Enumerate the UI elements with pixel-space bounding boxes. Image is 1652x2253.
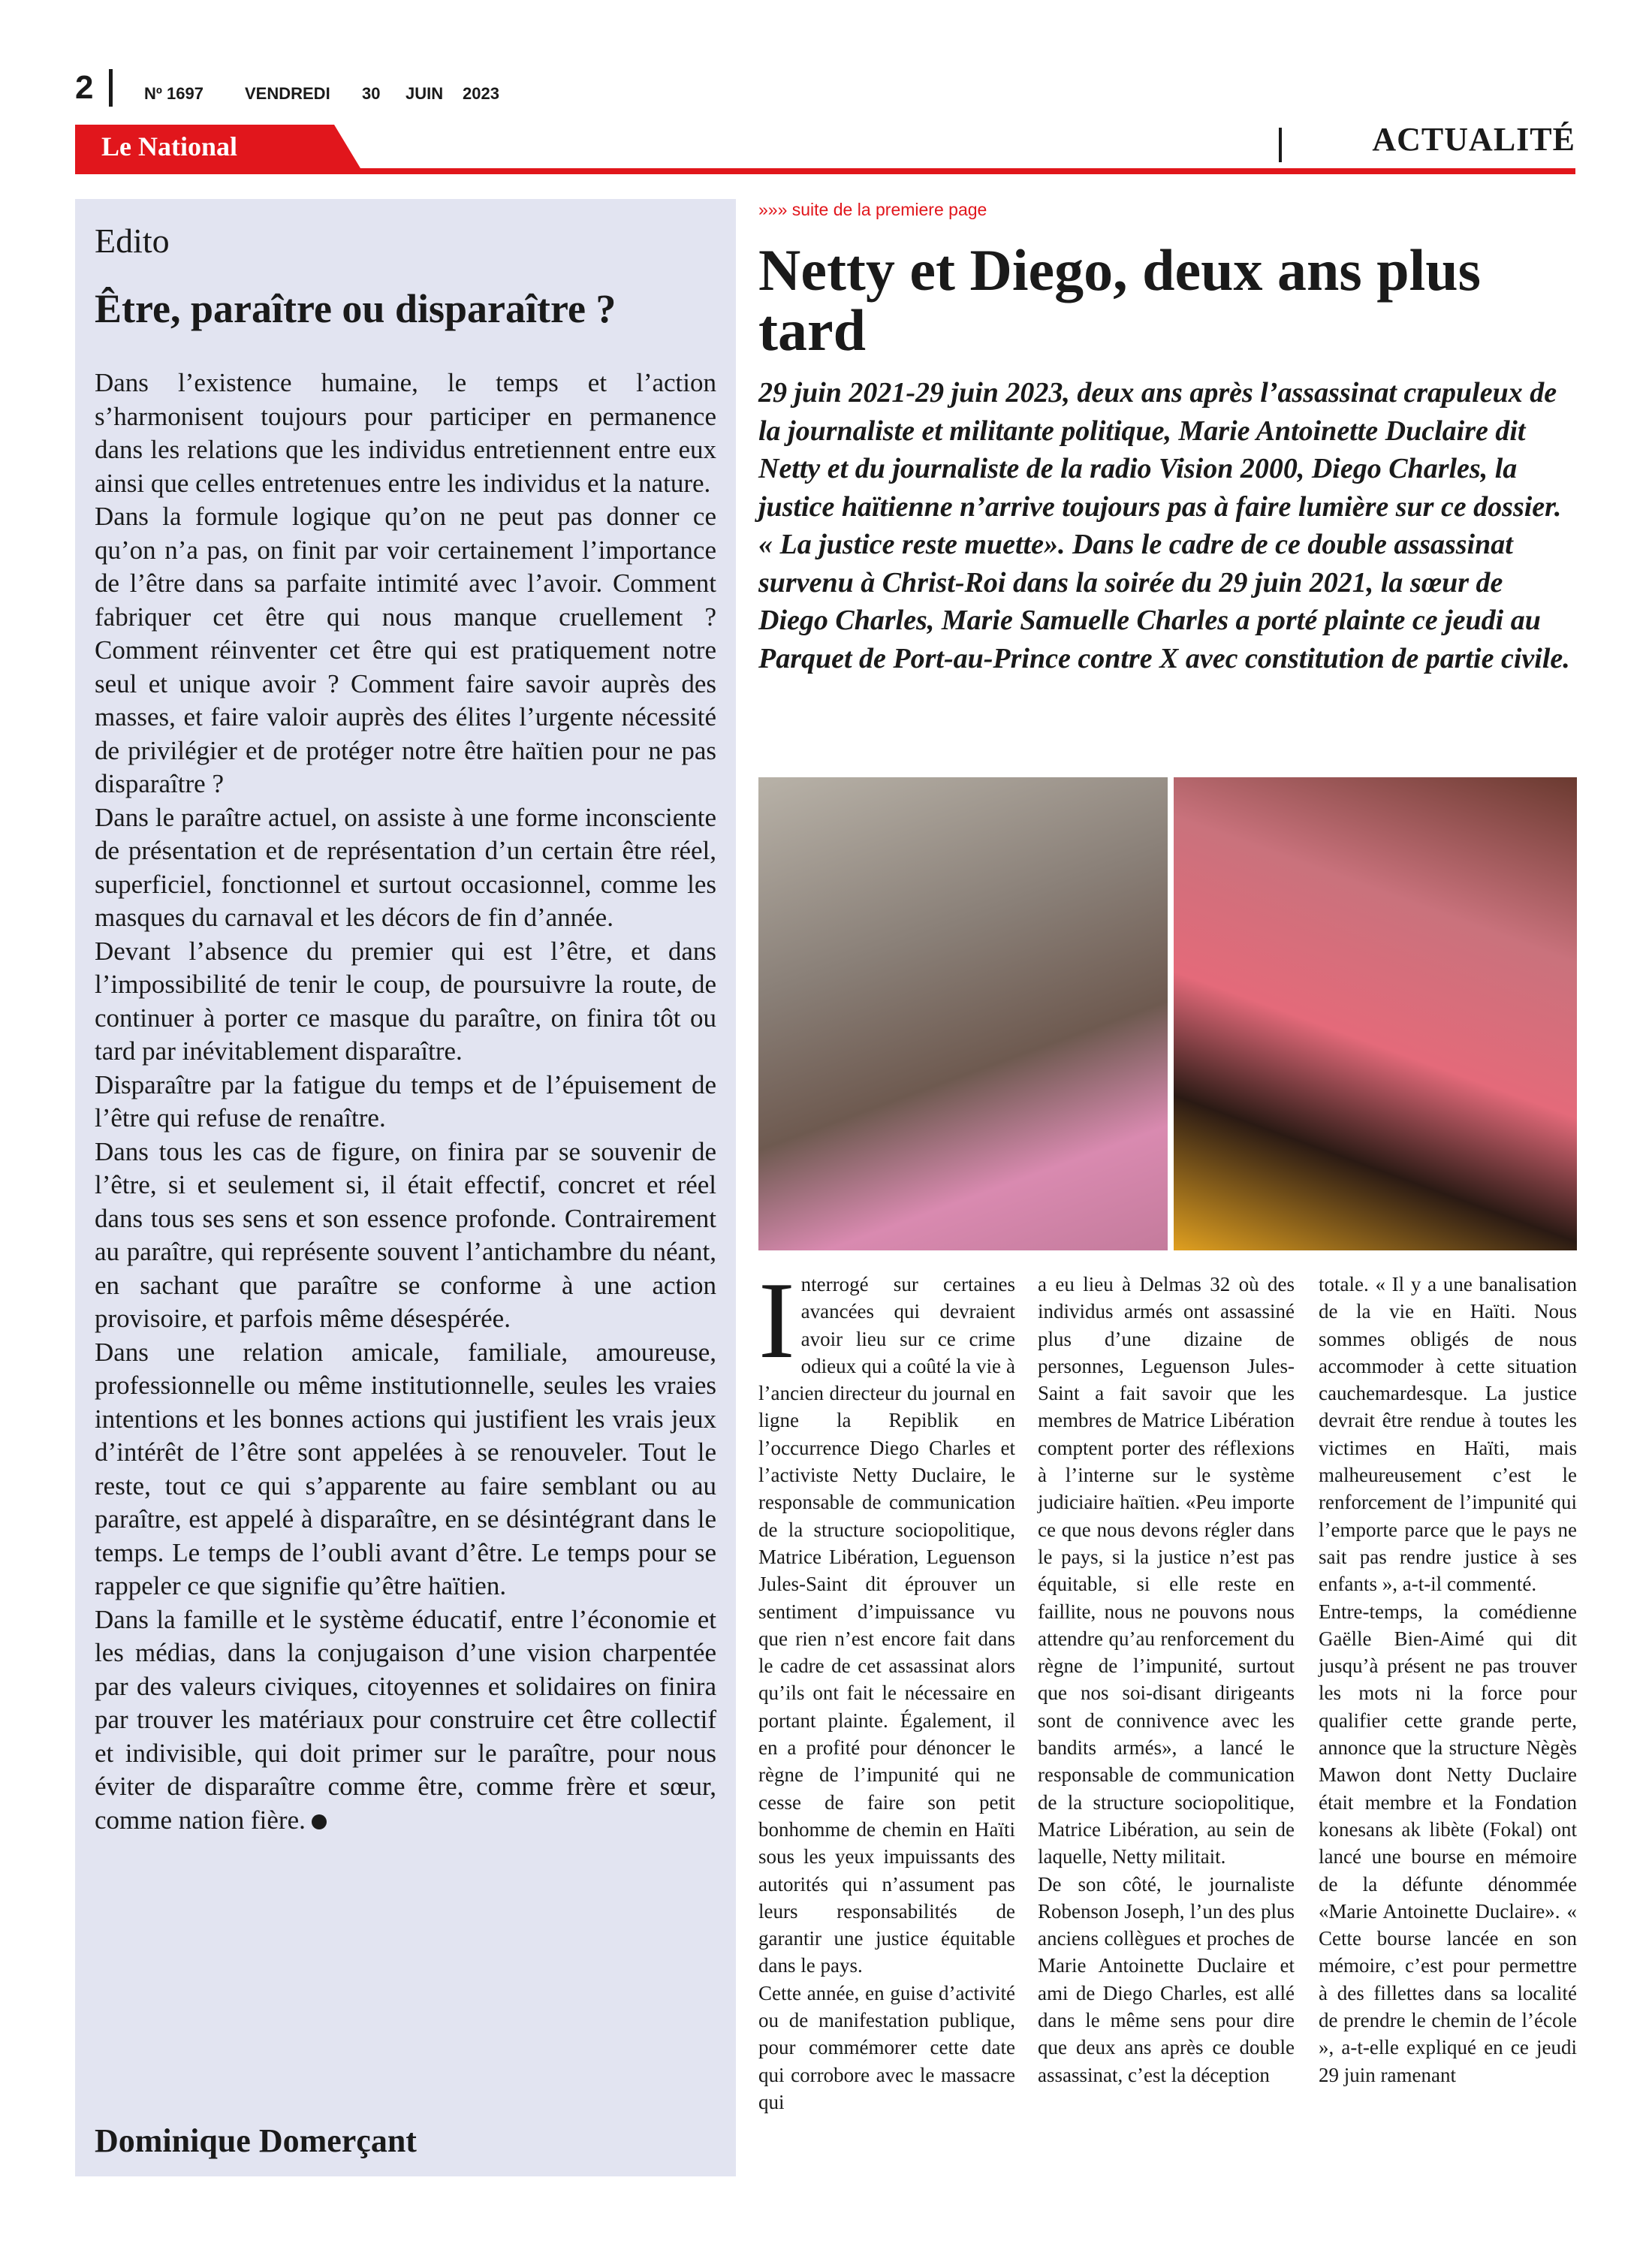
article-headline: Netty et Diego, deux ans plus tard [758,237,1482,363]
edito-paragraph: Dans le paraître actuel, on assiste à une forme inconsciente de présentation et de représentation d’un certain être réel, superficiel, fonctionnel et surtout occasionnel, comme les masques du carnaval et les décors de fin d’année. [95,802,716,932]
issue-year: 2023 [463,84,499,103]
edito-paragraph-last [95,1603,716,1838]
article-paragraph: nterrogé sur certaines avancées qui devraient avoir lieu sur ce crime odieux qui a coûté la vie à l’ancien directeur du journal en ligne la Repiblik en l’occurrence Diego Charles et l’activiste Netty Duclaire, le responsable de communication de la structure sociopolitique, Matrice Libération, Leguenson Jules-Saint dit éprouver un sentiment d’impuissance vu que rien n’est encore fait dans le cadre de cet assassinat alors qu’ils ont fait le nécessaire en portant plainte. Également, il en a profité pour dénoncer le règne de l’impunité qui ne cesse de faire son petit bonhomme de chemin en Haïti sous les yeux impuissants des autorités qui n’assument pas leurs responsabilités de garantir une justice équitable dans le pays. [758,1273,1015,1977]
end-of-article-icon [312,1814,327,1829]
edito-paragraph-text: Dans la famille et le système éducatif, entre l’économie et les médias, dans la conjugaison d’une vision charpentée par des valeurs civiques, citoyennes et solidaires on finira par trouver les matériaux pour construire cet être collectif et indivisible, qui doit primer sur le paraître, pour nous éviter de disparaître comme être, comme frère et sœur, comme nation fière. [95,1604,716,1835]
drop-cap: I [758,1259,795,1381]
article-paragraph: totale. « Il y a une banalisation de la vie en Haïti. Nous sommes obligés de nous accommoder à cette situation cauchemardesque. La justice devrait être rendue à toutes les victimes en Haïti, mais malheureusement c’est le renforcement de l’impunité qui l’emporte parce que le pays ne sait pas rendre justice à ses enfants », a-t-il commenté. [1319,1273,1577,1596]
edito-paragraph: Dans la formule logique qu’on ne peut pas donner ce qu’on n’a pas, on finit par voir certainement l’importance de l’être dans sa parfaite intimité avec l’avoir. Comment fabriquer cet être qui nous manque cruellement ? Comment réinventer cet être qui est pratiquement notre seul et unique avoir ? Comment faire savoir auprès des masses, et faire valoir auprès des élites l’urgente nécessité de privilégier et de protéger notre être haïtien pour ne pas disparaître ? [95,502,716,798]
article-column-3 [1319,1271,1577,2089]
article-paragraph: De son côté, le journaliste Robenson Joseph, l’un des plus anciens collègues et proches de Marie Antoinette Duclaire et ami de Diego Charles, est allé dans le même sens pour dire que deux ans après ce double assassinat, c’est la déception [1038,1872,1295,2086]
article-column-2 [1038,1271,1295,2089]
article-paragraph: a eu lieu à Delmas 32 où des individus armés ont assassiné plus d’une dizaine de personnes, Leguenson Jules-Saint a fait savoir que les membres de Matrice Libération comptent porter des réflexions à l’interne sur le système judiciaire haïtien. «Peu importe ce que nous devons régler dans le pays, si la justice n’est pas équitable, si elle reste en faillite, nous ne pouvons nous attendre qu’au renforcement du règne de l’impunité, surtout que nos soi-disant dirigeants sont de connivence avec les bandits armés», a lancé le responsable de communication de la structure sociopolitique, Matrice Libération, au sein de laquelle, Netty militait. [1038,1273,1295,1868]
continued-from-kicker: »»» suite de la premiere page [758,200,987,219]
section-title: ACTUALITÉ [1372,121,1575,158]
article-paragraph: Cette année, en guise d’activité ou de manifestation publique, pour commémorer cette date qui corrobore avec le massacre qui [758,1981,1015,2113]
article-column-1 [758,1259,1015,2116]
photo-diego-charles [758,777,1168,1250]
issue-date-number: 30 [362,84,381,103]
edito-body [95,366,716,1837]
edito-title: Être, paraître ou disparaître ? [95,286,616,331]
issue-day: VENDREDI [245,84,330,103]
edito-paragraph: Dans une relation amicale, familiale, amoureuse, professionnelle ou même institutionnelle, seules les vraies intentions et les bonnes actions qui justifient les vrais jeux d’intérêt de l’être sont appelées à se renouveler. Tout le reste, tout ce qui s’apparente au faire semblant ou au paraître, est appelé à disparaître, en se désintégrant dans le temps. Le temps de l’oubli avant d’être. Le temps pour se rappeler ce que signifie qu’être haïtien. [95,1337,716,1600]
edito-paragraph: Devant l’absence du premier qui est l’être, et dans l’impossibilité de tenir le coup, de poursuivre la route, de continuer à porter ce masque du paraître, on finira tôt ou tard par inévitablement disparaître. [95,936,716,1066]
section-divider [1279,128,1282,162]
edito-paragraph: Dans tous les cas de figure, on finira par se souvenir de l’être, si et seulement si, il était effectif, concret et réel dans tous ses sens et son essence profonde. Contrairement au paraître, qui représente souvent l’antichambre du néant, en sachant que paraître se conforme à une action provisoire, et parfois même désespérée. [95,1136,716,1333]
edito-label: Edito [95,222,170,260]
article-paragraph: Entre-temps, la comédienne Gaëlle Bien-Aimé qui dit jusqu’à présent ne pas trouver les mots ni la force pour qualifier cette grande perte, annonce que la structure Nègès Mawon dont Netty Duclaire était membre et la Fondation konesans ak libète (Fokal) ont lancé une bourse en mémoire de la défunte dénommée «Marie Antoinette Duclaire». « Cette bourse lancée en son mémoire, c’est pour permettre à des fillettes dans sa localité de prendre le chemin de l’école », a-t-elle expliqué en ce jeudi 29 juin ramenant [1319,1600,1577,2086]
header-rule [75,168,1575,174]
edito-paragraph: Dans l’existence humaine, le temps et l’action s’harmonisent toujours pour participer en permanence dans les relations que les individus entretiennent entre eux ainsi que celles entretenues entre les individus et la nature. [95,368,716,498]
article-lead: 29 juin 2021-29 juin 2023, deux ans après l’assassinat crapuleux de la journaliste et militante politique, Marie Antoinette Duclaire dit Netty et du journaliste de la radio Vision 2000, Diego Charles, la justice haïtienne n’arrive toujours pas à faire lumière sur ce dossier. « La justice reste muette». Dans le cadre de ce double assassinat survenu à Christ-Roi dans la soirée du 29 juin 2021, la sœur de Diego Charles, Marie Samuelle Charles a porté plainte ce jeudi au Parquet de Port-au-Prince contre X avec constitution de partie civile. [758,377,1570,674]
page-number: 2 [75,69,94,106]
brand-name: Le National [101,131,238,161]
issue-month: JUIN [405,84,444,103]
photo-netty-duclaire [1174,777,1577,1250]
page-number-divider [109,69,113,107]
issue-number: Nº 1697 [144,84,203,103]
edito-paragraph: Disparaître par la fatigue du temps et de l’épuisement de l’être qui refuse de renaître. [95,1069,716,1133]
edito-author: Dominique Domerçant [95,2122,417,2159]
